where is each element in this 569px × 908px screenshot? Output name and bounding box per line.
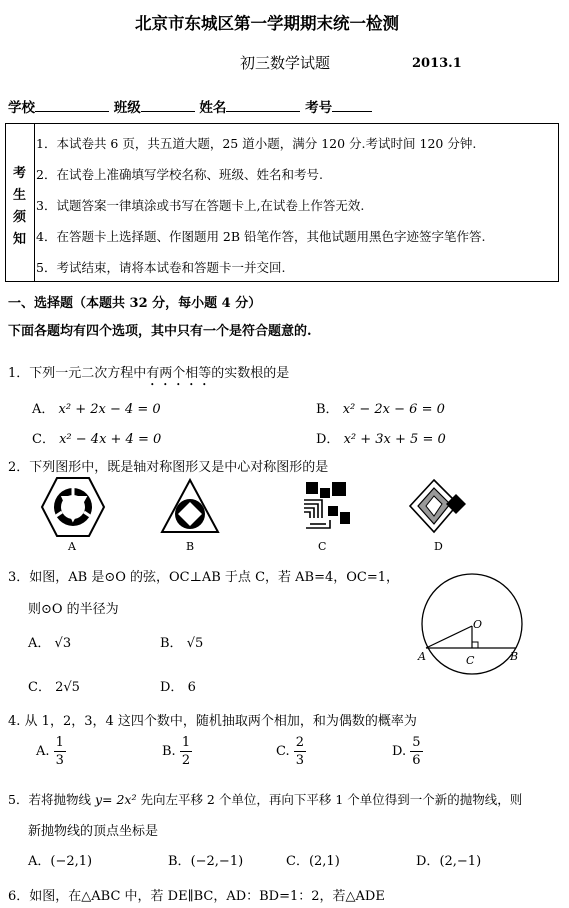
exam-date: 2013.1 <box>412 56 462 71</box>
q4-stem: 4. 从 1，2，3，4 这四个数中，随机抽取两个相加，和为偶数的概率为 <box>8 714 417 729</box>
q6-stem: 6．如图，在△ABC 中，若 DE∥BC，AD：BD=1：2，若△ADE <box>8 889 385 904</box>
q3-option-a[interactable]: A． √3 <box>28 636 72 651</box>
name-blank[interactable] <box>226 99 300 112</box>
notice-item: 3．试题答案一律填涂或书写在答题卡上,在试卷上作答无效. <box>36 198 365 213</box>
q3-option-b[interactable]: B． √5 <box>160 636 204 651</box>
exam-title: 北京市东城区第一学期期末统一检测 <box>135 14 399 33</box>
q3-option-c[interactable]: C． 2√5 <box>28 680 80 695</box>
notice-box <box>5 123 559 282</box>
q3-label-o: O <box>473 618 483 631</box>
notice-item: 2．在试卷上准确填写学校名称、班级、姓名和考号. <box>36 167 323 182</box>
q1-option-b[interactable]: B． x² − 2x − 6 = 0 <box>316 402 445 417</box>
q5-option-c[interactable]: C．(2,1) <box>286 854 340 869</box>
notice-heading: 考 生 须 知 <box>6 124 35 281</box>
q2-label-a: A <box>68 540 76 553</box>
info-row <box>8 96 372 116</box>
q1-stem: 1．下列一元二次方程中有两个相等的实数根的是 <box>8 366 290 381</box>
q4-option-d[interactable]: D. $\frac{5}{6}$ <box>392 735 421 768</box>
q5-stem-1: 5．若将抛物线 y= 2x² 先向左平移 2 个单位，再向下平移 1 个单位得到一个新的抛物线，则 <box>8 792 523 807</box>
q3-label-c: C <box>466 654 475 667</box>
q1-option-c[interactable]: C． x² − 4x + 4 = 0 <box>32 432 162 447</box>
exam-no-blank[interactable] <box>332 99 372 112</box>
class-label: 班级 <box>113 100 141 116</box>
q2-figure-c[interactable] <box>300 480 352 530</box>
exam-no-label: 考号 <box>305 100 333 116</box>
exam-subtitle: 初三数学试题 <box>240 54 331 72</box>
q1-option-a[interactable]: A． x² + 2x − 4 = 0 <box>32 402 161 417</box>
q2-figure-b[interactable] <box>160 478 220 534</box>
q3-stem-2: 则⊙O 的半径为 <box>28 602 119 617</box>
class-blank[interactable] <box>141 99 195 112</box>
q3-label-b: B <box>510 650 519 663</box>
section-title: 一、选择题（本题共 32 分，每小题 4 分） <box>8 296 262 311</box>
q2-figure-a[interactable] <box>40 476 106 538</box>
q2-label-c: C <box>318 540 327 553</box>
q2-label-b: B <box>186 540 195 553</box>
name-label: 姓名 <box>199 100 227 116</box>
q3-label-a: A <box>418 650 426 663</box>
q5-option-b[interactable]: B．(−2,−1) <box>168 854 244 869</box>
q3-circle-figure <box>416 568 528 676</box>
q5-option-a[interactable]: A．(−2,1) <box>28 854 93 869</box>
school-label: 学校 <box>8 100 35 116</box>
section-instruction: 下面各题均有四个选项，其中只有一个是符合题意的. <box>8 324 312 339</box>
q5-stem-2: 新抛物线的顶点坐标是 <box>28 824 159 839</box>
q3-stem-1: 3．如图，AB 是⊙O 的弦，OC⊥AB 于点 C，若 AB=4，OC=1， <box>8 570 400 585</box>
q4-option-c[interactable]: C. $\frac{2}{3}$ <box>276 735 305 768</box>
notice-item: 5．考试结束，请将本试卷和答题卡一并交回. <box>36 260 286 275</box>
school-blank[interactable] <box>35 99 109 112</box>
q1-option-d[interactable]: D． x² + 3x + 5 = 0 <box>316 432 446 447</box>
q2-label-d: D <box>434 540 443 553</box>
q4-option-a[interactable]: A. $\frac{1}{3}$ <box>36 735 64 768</box>
q2-figure-d[interactable] <box>408 478 470 534</box>
q2-stem: 2．下列图形中，既是轴对称图形又是中心对称图形的是 <box>8 460 329 475</box>
notice-item: 1．本试卷共 6 页，共五道大题，25 道小题，满分 120 分.考试时间 120 分钟. <box>36 136 477 151</box>
q4-option-b[interactable]: B. $\frac{1}{2}$ <box>162 735 191 768</box>
notice-item: 4．在答题卡上选择题、作图题用 2B 铅笔作答，其他试题用黑色字迹签字笔作答. <box>36 229 486 244</box>
q5-option-d[interactable]: D．(2,−1) <box>416 854 482 869</box>
q3-option-d[interactable]: D． 6 <box>160 680 196 695</box>
